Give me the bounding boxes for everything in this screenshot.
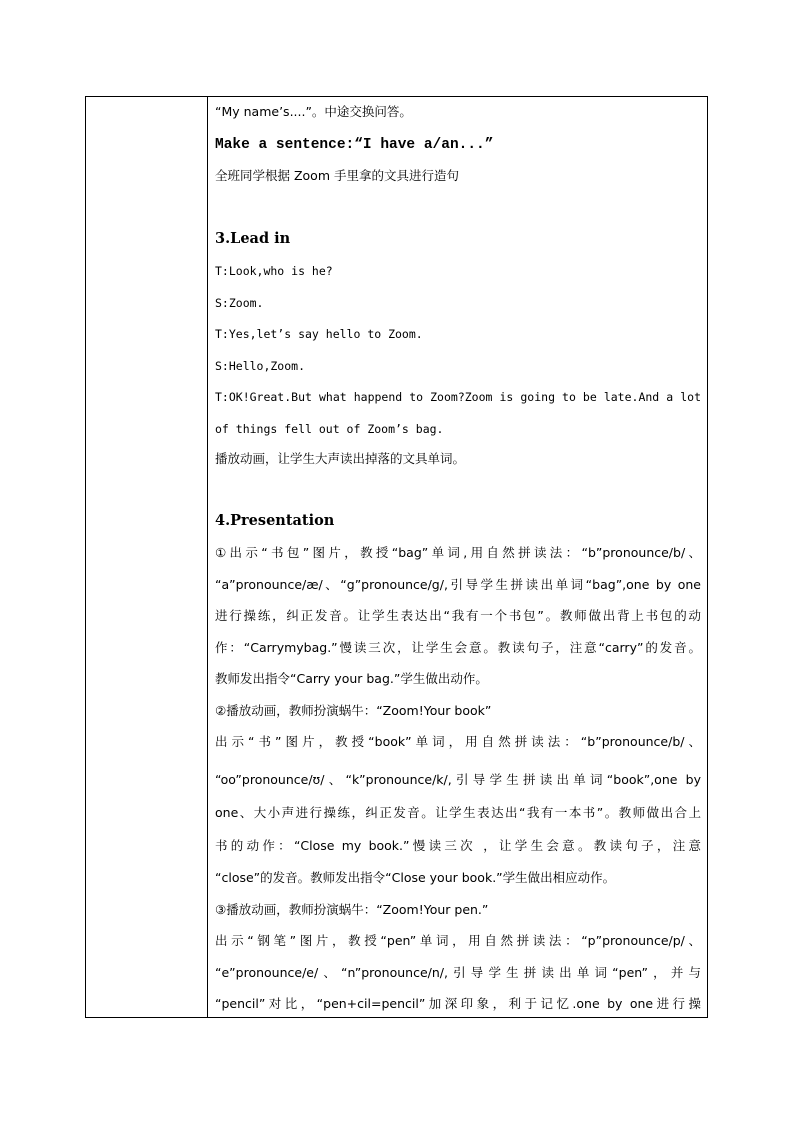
text-line: 进行操练，纠正发音。让学生表达出“我有一个书包”。教师做出背上书包的动 [215,608,701,623]
sentence-pattern: Make a sentence:“I have a/an...” [215,137,494,153]
text-line: 书的动作：“Close my book.”慢读三次 ，让学生会意。教读句子，注意 [215,838,701,853]
dialogue-line: T:Look,who is he? [215,264,333,278]
lesson-table [85,96,708,1018]
dialogue-line: S:Hello,Zoom. [215,359,306,373]
text-line: 播放动画，让学生大声读出掉落的文具单词。 [215,451,466,466]
dialogue-line: of things fell out of Zoom’s bag. [215,422,444,436]
text-line: ①出示“书包”图片，教授“bag”单词,用自然拼读法：“b”pronounce/b/、 [215,545,701,560]
dialogue-line: T:OK!Great.But what happend to Zoom?Zoom is going to be late.And a lot [215,390,701,404]
column-divider [207,97,208,1017]
dialogue-line: S:Zoom. [215,296,264,310]
section-heading-presentation: 4.Presentation [215,512,335,529]
text-line: one、大小声进行操练，纠正发音。让学生表达出“我有一本书”。教师做出合上 [215,805,701,820]
text-line: “My name’s....”。中途交换问答。 [215,104,412,119]
text-line: ②播放动画，教师扮演蜗牛：“Zoom!Your book” [215,703,492,718]
text-line: 作：“Carrymybag.”慢读三次，让学生会意。教读句子，注意“carry”的发音。 [215,640,701,655]
text-line: 出示“钢笔”图片，教授“pen”单词，用自然拼读法：“p”pronounce/p/、 [215,933,701,948]
dialogue-line: T:Yes,let’s say hello to Zoom. [215,327,423,341]
text-line: “oo”pronounce/ʊ/、“k”pronounce/k/,引导学生拼读出单词“book”,one by [215,772,701,787]
text-line: 出示“书”图片，教授“book”单词，用自然拼读法：“b”pronounce/b/、 [215,734,701,749]
text-line: 全班同学根据 Zoom 手里拿的文具进行造句 [215,168,459,183]
text-line: “pencil”对比，“pen+cil=pencil”加深印象，利于记忆.one by one进行操 [215,996,701,1011]
text-line: “a”pronounce/æ/、“g”pronounce/g/,引导学生拼读出单词“bag”,one by one [215,577,701,592]
text-line: “e”pronounce/e/、“n”pronounce/n/,引导学生拼读出单词“pen”，并与 [215,965,701,980]
text-line: ③播放动画，教师扮演蜗牛：“Zoom!Your pen.” [215,902,489,917]
section-heading-lead-in: 3.Lead in [215,230,291,247]
text-line: 教师发出指令“Carry your bag.”学生做出动作。 [215,671,488,686]
text-line: “close”的发音。教师发出指令“Close your book.”学生做出相应动作。 [215,870,616,885]
